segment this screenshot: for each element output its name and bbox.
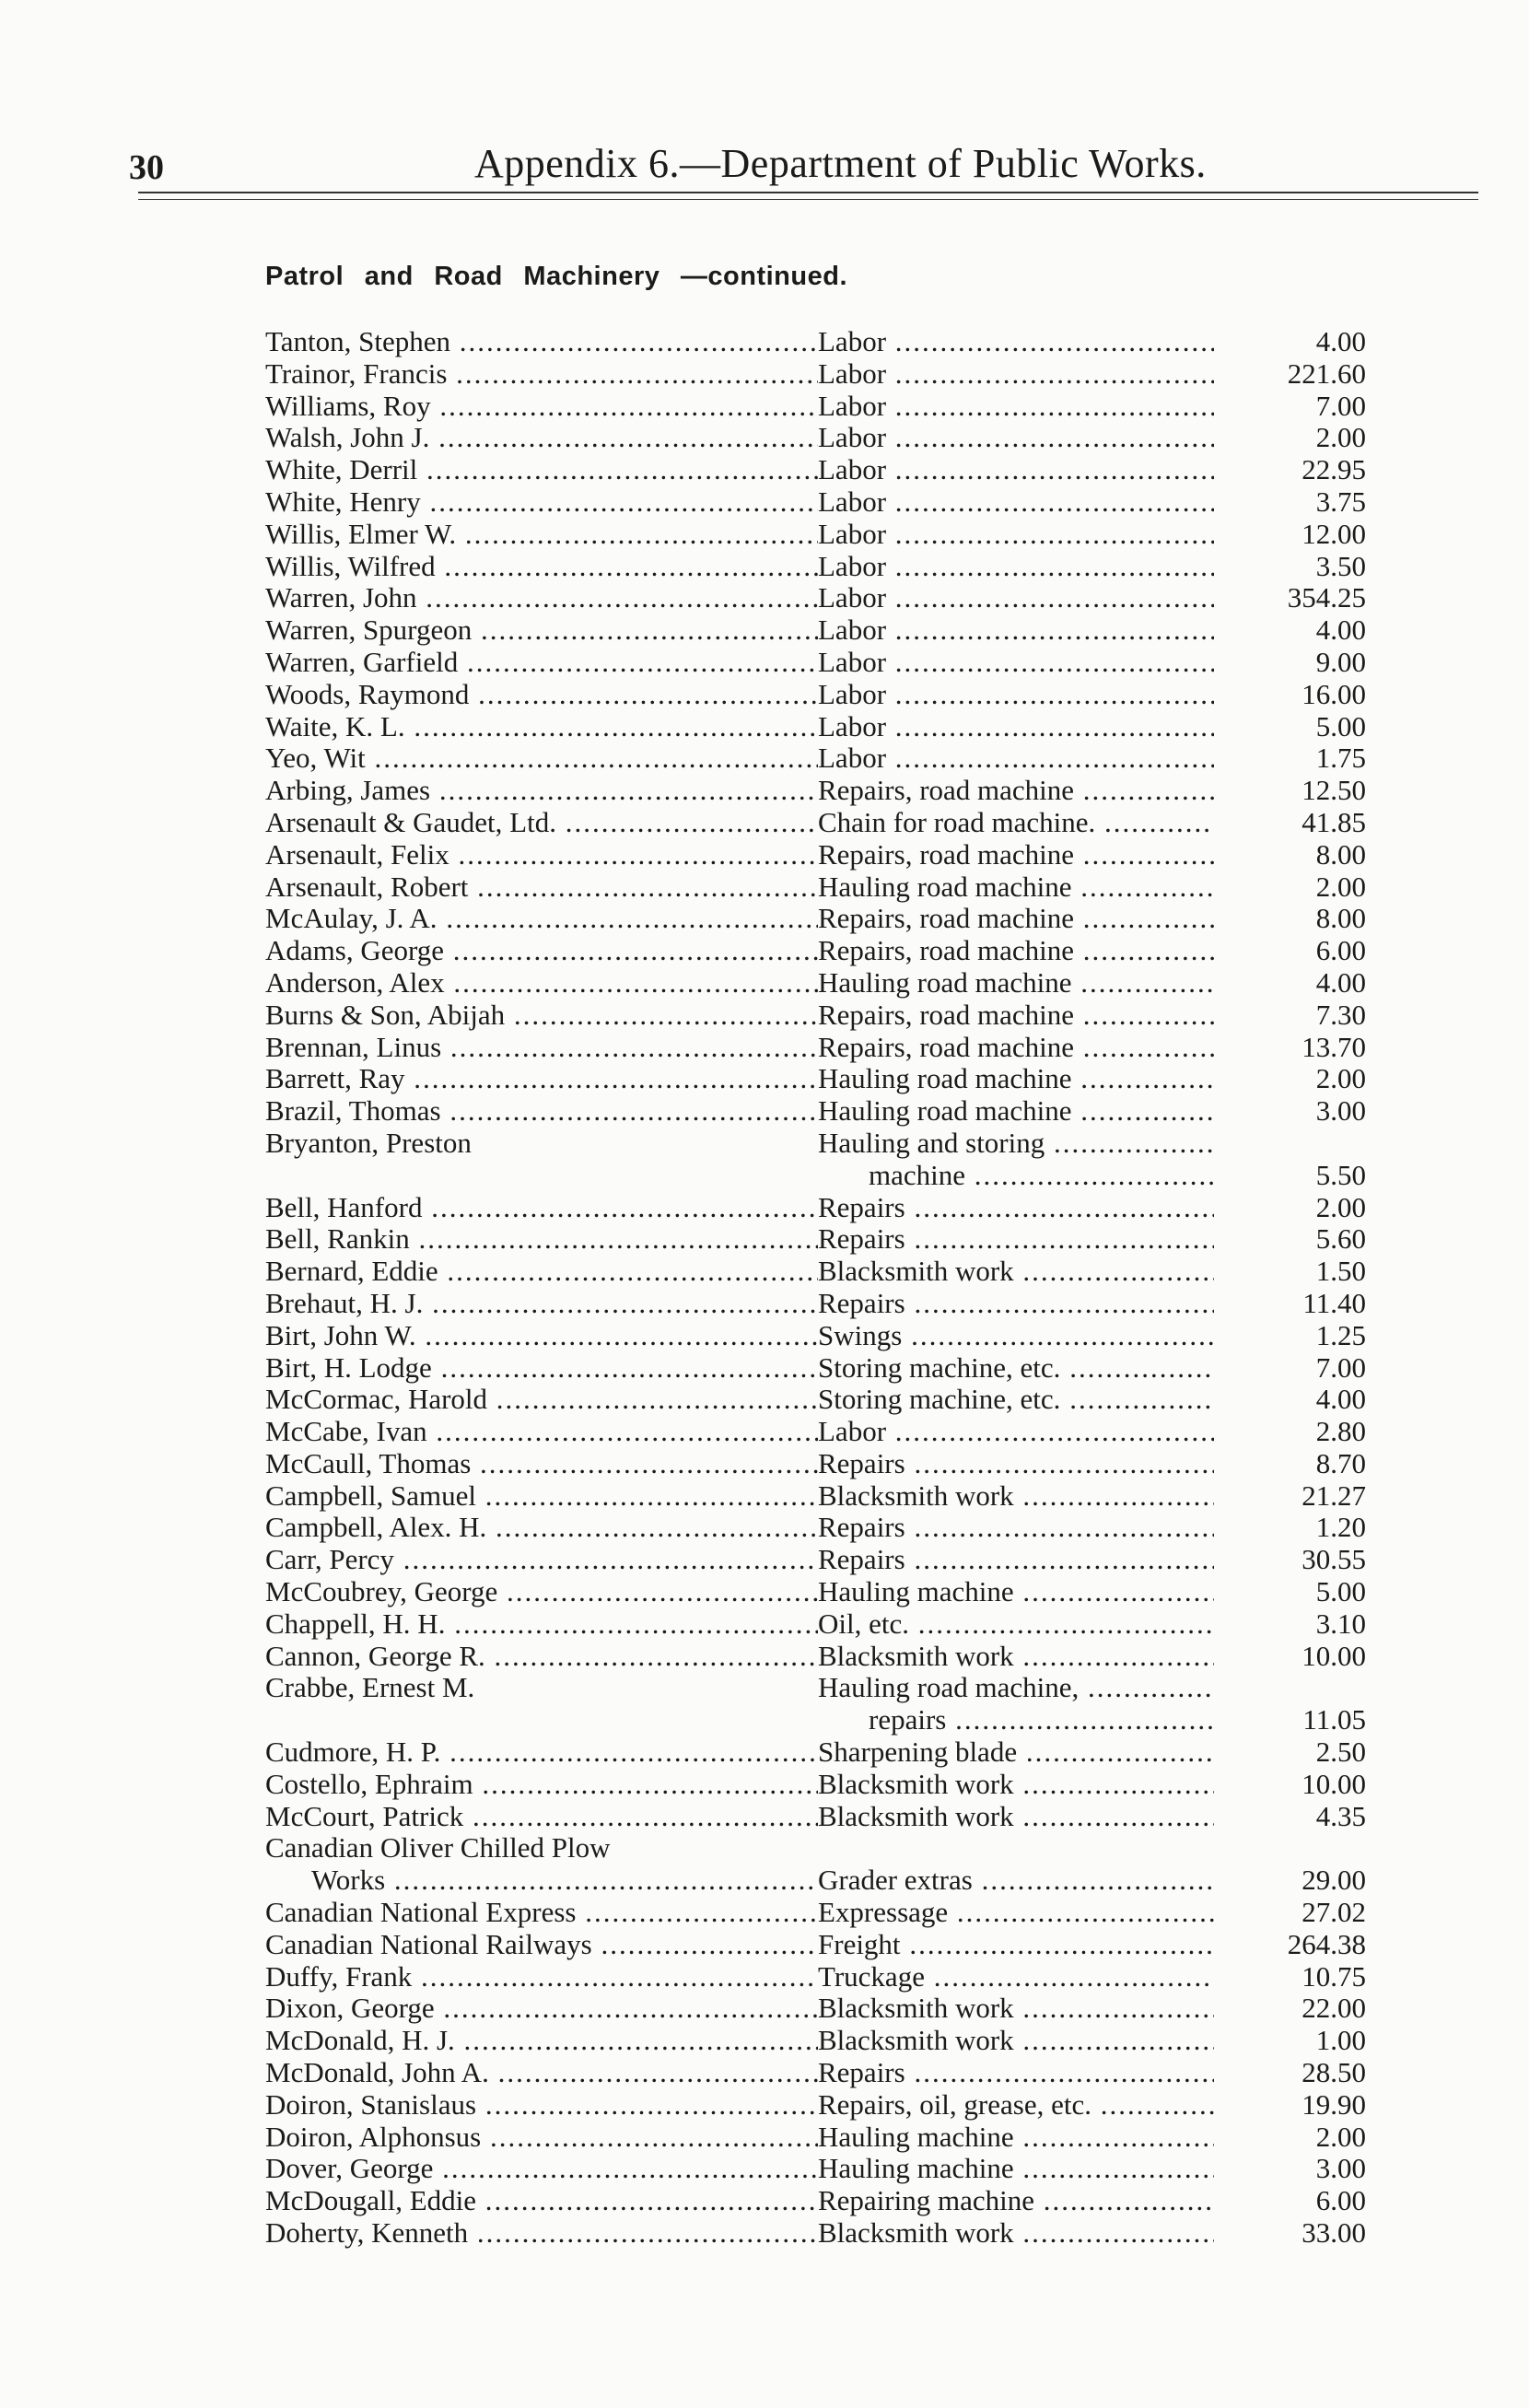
- amount: 6.00: [1315, 2184, 1366, 2217]
- expense-item: Swings .....: [818, 1320, 1214, 1352]
- running-head: Appendix 6.—Department of Public Works.: [474, 141, 1207, 186]
- ledger-row: [265, 871, 1371, 904]
- ledger-row: [265, 1672, 1371, 1704]
- ledger-row: [265, 614, 1371, 647]
- payee-name: Doherty, Kenneth .....: [265, 2217, 818, 2250]
- amount: 5.60: [1315, 1222, 1366, 1256]
- amount: 4.00: [1315, 965, 1366, 999]
- expense-item: Labor .....: [818, 1416, 1214, 1448]
- ledger-row: [265, 2089, 1371, 2122]
- expense-item: Blacksmith work .....: [818, 2217, 1214, 2250]
- ledger-row: [265, 2153, 1371, 2185]
- payee-name: Waite, K. L. .....: [265, 711, 818, 743]
- expense-item: Repairs .....: [818, 1544, 1214, 1576]
- ledger-row: [265, 1448, 1371, 1480]
- expense-item: repairs .....: [818, 1704, 1214, 1736]
- payee-name: McCormac, Harold .....: [265, 1384, 818, 1416]
- payee-name: Woods, Raymond .....: [265, 679, 818, 711]
- expense-item: Labor .....: [818, 647, 1214, 679]
- payee-name: Costello, Ephraim .....: [265, 1769, 818, 1801]
- expense-item: Chain for road machine. .....: [818, 807, 1214, 839]
- payee-name: Bell, Hanford .....: [265, 1192, 818, 1224]
- amount: 2.00: [1315, 2120, 1366, 2153]
- expense-item: Repairs .....: [818, 1512, 1214, 1544]
- amount: 30.55: [1301, 1543, 1366, 1576]
- payee-name: Arbing, James .....: [265, 775, 818, 807]
- payee-name: White, Henry .....: [265, 486, 818, 519]
- payee-name: Arsenault, Robert .....: [265, 871, 818, 904]
- ledger-row: [265, 422, 1371, 454]
- payee-name: Carr, Percy .....: [265, 1544, 818, 1576]
- ledger-table: [265, 326, 1371, 2250]
- amount: 8.00: [1315, 837, 1366, 871]
- amount: 10.00: [1301, 1639, 1366, 1672]
- ledger-row: [265, 1128, 1371, 1160]
- expense-item: Labor .....: [818, 742, 1214, 775]
- ledger-row: [265, 2185, 1371, 2217]
- amount: 10.00: [1301, 1767, 1366, 1800]
- ledger-row: [265, 711, 1371, 743]
- payee-name: Campbell, Samuel .....: [265, 1480, 818, 1513]
- expense-item: Blacksmith work .....: [818, 1256, 1214, 1288]
- payee-name: Campbell, Alex. H. .....: [265, 1512, 818, 1544]
- payee-name: Arsenault & Gaudet, Ltd. .....: [265, 807, 818, 839]
- ledger-row: [265, 1095, 1371, 1128]
- payee-name: Tanton, Stephen .....: [265, 326, 818, 358]
- amount: 12.00: [1301, 517, 1366, 550]
- ledger-row: [265, 1160, 1371, 1192]
- ledger-row: [265, 358, 1371, 391]
- expense-item: Expressage .....: [818, 1897, 1214, 1929]
- expense-item: Hauling machine .....: [818, 2153, 1214, 2185]
- ledger-row: [265, 391, 1371, 423]
- amount: 1.25: [1315, 1318, 1366, 1351]
- expense-item: Hauling road machine .....: [818, 967, 1214, 999]
- ledger-row: [265, 999, 1371, 1032]
- payee-name: Canadian National Express .....: [265, 1897, 818, 1929]
- payee-name: Dover, George .....: [265, 2153, 818, 2185]
- expense-item: Labor .....: [818, 391, 1214, 423]
- amount: 8.70: [1315, 1446, 1366, 1479]
- ledger-row: [265, 2057, 1371, 2089]
- ledger-row: [265, 903, 1371, 935]
- ledger-row: [265, 551, 1371, 583]
- expense-item: Repairing machine .....: [818, 2185, 1214, 2217]
- ledger-row: [265, 1223, 1371, 1256]
- expense-item: Blacksmith work .....: [818, 1769, 1214, 1801]
- ledger-row: [265, 1256, 1371, 1288]
- amount: 2.00: [1315, 421, 1366, 454]
- ledger-row: [265, 839, 1371, 871]
- ledger-row: [265, 1704, 1371, 1736]
- payee-name: Chappell, H. H. .....: [265, 1608, 818, 1641]
- amount: 22.95: [1301, 453, 1366, 486]
- expense-item: machine .....: [818, 1160, 1214, 1192]
- ledger-row: [265, 1192, 1371, 1224]
- amount: 5.50: [1315, 1158, 1366, 1191]
- ledger-row: [265, 519, 1371, 551]
- payee-name: Cudmore, H. P. .....: [265, 1736, 818, 1769]
- amount: 1.50: [1315, 1255, 1366, 1288]
- ledger-row: [265, 1641, 1371, 1673]
- amount: 10.75: [1301, 1959, 1366, 1993]
- header-rule-thin: [138, 199, 1478, 200]
- expense-item: Hauling machine .....: [818, 2122, 1214, 2154]
- payee-name: White, Derril .....: [265, 454, 818, 486]
- amount: 7.30: [1315, 998, 1366, 1031]
- ledger-row: [265, 1832, 1371, 1864]
- expense-item: Repairs, road machine .....: [818, 903, 1214, 935]
- page-number: 30: [129, 148, 164, 187]
- amount: 9.00: [1315, 645, 1366, 678]
- expense-item: Grader extras .....: [818, 1864, 1214, 1897]
- ledger-row: [265, 1063, 1371, 1095]
- payee-name: Warren, John .....: [265, 582, 818, 614]
- expense-item: Sharpening blade .....: [818, 1736, 1214, 1769]
- expense-item: Hauling machine .....: [818, 1576, 1214, 1608]
- payee-name: Canadian Oliver Chilled Plow: [265, 1832, 611, 1864]
- payee-name: Trainor, Francis .....: [265, 358, 818, 391]
- expense-item: Hauling and storing .....: [818, 1128, 1214, 1160]
- section-heading: Patrol and Road Machinery —continued.: [265, 262, 848, 291]
- ledger-row: [265, 486, 1371, 519]
- amount: 3.00: [1315, 1094, 1366, 1128]
- expense-item: Freight .....: [818, 1929, 1214, 1961]
- payee-name: Birt, John W. .....: [265, 1320, 818, 1352]
- amount: 8.00: [1315, 902, 1366, 935]
- ledger-row: [265, 935, 1371, 967]
- amount: 1.20: [1315, 1511, 1366, 1544]
- amount: 41.85: [1301, 805, 1366, 838]
- expense-item: Labor .....: [818, 614, 1214, 647]
- ledger-row: [265, 1608, 1371, 1641]
- payee-name: McCourt, Patrick .....: [265, 1801, 818, 1833]
- payee-name: Bernard, Eddie .....: [265, 1256, 818, 1288]
- amount: 2.00: [1315, 1190, 1366, 1223]
- expense-item: Labor .....: [818, 358, 1214, 391]
- payee-name: Willis, Elmer W. .....: [265, 519, 818, 551]
- expense-item: Blacksmith work .....: [818, 2025, 1214, 2057]
- ledger-row: [265, 326, 1371, 358]
- payee-name: Warren, Spurgeon .....: [265, 614, 818, 647]
- ledger-row: [265, 1416, 1371, 1448]
- expense-item: Repairs .....: [818, 1223, 1214, 1256]
- ledger-row: [265, 1544, 1371, 1576]
- ledger-row: [265, 1736, 1371, 1769]
- expense-item: Repairs .....: [818, 2057, 1214, 2089]
- payee-name: Willis, Wilfred .....: [265, 551, 818, 583]
- ledger-row: [265, 1320, 1371, 1352]
- amount: 5.00: [1315, 709, 1366, 742]
- amount: 3.00: [1315, 2152, 1366, 2185]
- expense-item: Labor .....: [818, 422, 1214, 454]
- ledger-row: [265, 775, 1371, 807]
- payee-name: Doiron, Alphonsus .....: [265, 2122, 818, 2154]
- amount: 1.75: [1315, 742, 1366, 775]
- payee-name: Canadian National Railways .....: [265, 1929, 818, 1961]
- amount: 7.00: [1315, 389, 1366, 422]
- payee-name: McDougall, Eddie .....: [265, 2185, 818, 2217]
- payee-name: Duffy, Frank .....: [265, 1961, 818, 1993]
- expense-item: Repairs .....: [818, 1192, 1214, 1224]
- amount: 19.90: [1301, 2087, 1366, 2121]
- expense-item: Oil, etc. .....: [818, 1608, 1214, 1641]
- payee-name: Arsenault, Felix .....: [265, 839, 818, 871]
- expense-item: Storing machine, etc. .....: [818, 1352, 1214, 1385]
- payee-name: McDonald, H. J. .....: [265, 2025, 818, 2057]
- ledger-row: [265, 967, 1371, 999]
- ledger-row: [265, 454, 1371, 486]
- payee-name: Dixon, George .....: [265, 1993, 818, 2025]
- ledger-row: [265, 1897, 1371, 1929]
- ledger-row: [265, 2025, 1371, 2057]
- amount: 1.00: [1315, 2024, 1366, 2057]
- expense-item: Repairs, road machine .....: [818, 1032, 1214, 1064]
- amount: 2.50: [1315, 1736, 1366, 1769]
- payee-name: Walsh, John J. .....: [265, 422, 818, 454]
- ledger-row: [265, 1288, 1371, 1320]
- amount: 4.00: [1315, 325, 1366, 357]
- payee-name: Brehaut, H. J. .....: [265, 1288, 818, 1320]
- amount: 29.00: [1301, 1864, 1366, 1897]
- amount: 3.75: [1315, 485, 1366, 518]
- amount: 6.00: [1315, 934, 1366, 967]
- payee-name: Anderson, Alex .....: [265, 967, 818, 999]
- expense-item: Repairs .....: [818, 1288, 1214, 1320]
- amount: 28.50: [1301, 2056, 1366, 2089]
- payee-name: Williams, Roy .....: [265, 391, 818, 423]
- ledger-row: [265, 1993, 1371, 2025]
- amount: 221.60: [1287, 357, 1366, 390]
- ledger-row: [265, 582, 1371, 614]
- expense-item: Blacksmith work .....: [818, 1801, 1214, 1833]
- payee-name: McCaull, Thomas .....: [265, 1448, 818, 1480]
- payee-name: Crabbe, Ernest M.: [265, 1672, 475, 1704]
- amount: 2.00: [1315, 870, 1366, 903]
- ledger-row: [265, 1801, 1371, 1833]
- payee-name: Doiron, Stanislaus .....: [265, 2089, 818, 2122]
- expense-item: Hauling road machine .....: [818, 1063, 1214, 1095]
- payee-name: McDonald, John A. .....: [265, 2057, 818, 2089]
- ledger-row: [265, 1352, 1371, 1385]
- ledger-row: [265, 2122, 1371, 2154]
- ledger-row: [265, 647, 1371, 679]
- amount: 4.00: [1315, 1383, 1366, 1416]
- payee-name: McCoubrey, George .....: [265, 1576, 818, 1608]
- payee-name: McAulay, J. A. .....: [265, 903, 818, 935]
- ledger-row: [265, 1032, 1371, 1064]
- payee-name: Cannon, George R. .....: [265, 1641, 818, 1673]
- expense-item: Labor .....: [818, 486, 1214, 519]
- payee-name: Burns & Son, Abijah .....: [265, 999, 818, 1032]
- amount: 33.00: [1301, 2216, 1366, 2250]
- ledger-row: [265, 742, 1371, 775]
- expense-item: Repairs, road machine .....: [818, 999, 1214, 1032]
- payee-name: Barrett, Ray .....: [265, 1063, 818, 1095]
- expense-item: Repairs, road machine .....: [818, 839, 1214, 871]
- expense-item: Hauling road machine, .....: [818, 1672, 1214, 1704]
- expense-item: Hauling road machine .....: [818, 871, 1214, 904]
- expense-item: Labor .....: [818, 519, 1214, 551]
- expense-item: Labor .....: [818, 582, 1214, 614]
- payee-name: Brazil, Thomas .....: [265, 1095, 818, 1128]
- expense-item: Repairs, road machine .....: [818, 935, 1214, 967]
- amount: 21.27: [1301, 1479, 1366, 1512]
- payee-name: Yeo, Wit .....: [265, 742, 818, 775]
- payee-name: Works .....: [265, 1864, 818, 1897]
- payee-name: Bryanton, Preston: [265, 1127, 472, 1159]
- amount: 264.38: [1287, 1927, 1366, 1960]
- ledger-row: [265, 1864, 1371, 1897]
- expense-item: Labor .....: [818, 454, 1214, 486]
- payee-name: Birt, H. Lodge .....: [265, 1352, 818, 1385]
- amount: 22.00: [1301, 1992, 1366, 2025]
- expense-item: Blacksmith work .....: [818, 1641, 1214, 1673]
- ledger-row: [265, 1512, 1371, 1544]
- payee-name: McCabe, Ivan .....: [265, 1416, 818, 1448]
- ledger-row: [265, 1480, 1371, 1513]
- expense-item: Repairs .....: [818, 1448, 1214, 1480]
- amount: 354.25: [1287, 581, 1366, 614]
- expense-item: Storing machine, etc. .....: [818, 1384, 1214, 1416]
- amount: 5.00: [1315, 1575, 1366, 1608]
- amount: 12.50: [1301, 774, 1366, 807]
- ledger-row: [265, 1384, 1371, 1416]
- expense-item: Labor .....: [818, 551, 1214, 583]
- expense-item: Repairs, road machine .....: [818, 775, 1214, 807]
- amount: 2.80: [1315, 1415, 1366, 1448]
- amount: 11.40: [1302, 1286, 1366, 1319]
- ledger-row: [265, 1769, 1371, 1801]
- amount: 13.70: [1301, 1030, 1366, 1063]
- ledger-row: [265, 1929, 1371, 1961]
- amount: 2.00: [1315, 1062, 1366, 1095]
- expense-item: Repairs, oil, grease, etc. .....: [818, 2089, 1214, 2122]
- amount: 27.02: [1301, 1896, 1366, 1929]
- payee-name: Adams, George .....: [265, 935, 818, 967]
- amount: 4.35: [1315, 1799, 1366, 1832]
- expense-item: Blacksmith work .....: [818, 1993, 1214, 2025]
- amount: 3.10: [1315, 1607, 1366, 1640]
- amount: 7.00: [1315, 1350, 1366, 1384]
- amount: 11.05: [1302, 1703, 1366, 1736]
- expense-item: Labor .....: [818, 679, 1214, 711]
- expense-item: Truckage .....: [818, 1961, 1214, 1993]
- amount: 3.50: [1315, 549, 1366, 582]
- header-rule: [138, 192, 1478, 193]
- payee-name: Bell, Rankin .....: [265, 1223, 818, 1256]
- amount: 16.00: [1301, 677, 1366, 710]
- ledger-row: [265, 1961, 1371, 1993]
- payee-name: Warren, Garfield .....: [265, 647, 818, 679]
- ledger-row: [265, 1576, 1371, 1608]
- amount: 4.00: [1315, 614, 1366, 647]
- ledger-row: [265, 679, 1371, 711]
- expense-item: Labor .....: [818, 711, 1214, 743]
- payee-name: Brennan, Linus .....: [265, 1032, 818, 1064]
- expense-item: Labor .....: [818, 326, 1214, 358]
- ledger-row: [265, 807, 1371, 839]
- expense-item: Blacksmith work .....: [818, 1480, 1214, 1513]
- ledger-row: [265, 2217, 1371, 2250]
- expense-item: Hauling road machine .....: [818, 1095, 1214, 1128]
